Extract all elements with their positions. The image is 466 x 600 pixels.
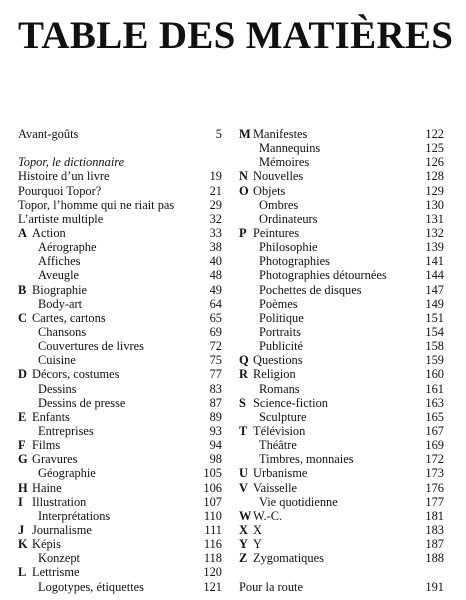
entry-label: Interprétations	[38, 508, 111, 523]
entry-label: Ordinateurs	[259, 211, 318, 226]
page-number: 29	[209, 197, 222, 212]
toc-entry	[18, 466, 222, 480]
page-number: 160	[425, 367, 444, 382]
toc-entry	[18, 424, 222, 438]
entry-label: Géographie	[38, 466, 96, 481]
page-number: 191	[425, 579, 444, 594]
page-number: 120	[203, 565, 222, 580]
toc-entry	[18, 198, 222, 212]
toc-entry	[18, 127, 222, 141]
toc-entry	[18, 551, 222, 565]
toc-entry	[239, 325, 444, 339]
page-number: 122	[425, 127, 444, 141]
toc-spacer	[18, 141, 222, 155]
page-number: 40	[209, 254, 222, 269]
page-number: 172	[425, 452, 444, 467]
entry-label: Publicité	[259, 339, 304, 354]
toc-entry	[239, 268, 444, 282]
toc-entry	[18, 339, 222, 353]
entry-label: Cartes, cartons	[32, 310, 106, 325]
entry-label: Questions	[253, 353, 303, 368]
toc-entry	[239, 311, 444, 325]
page-number: 19	[209, 169, 222, 184]
page-number: 129	[425, 183, 444, 198]
toc-entry	[239, 198, 444, 212]
entry-label: Mannequins	[259, 141, 321, 156]
toc-entry	[18, 169, 222, 183]
entry-label: Dessins de presse	[38, 395, 126, 410]
section-letter: V	[239, 480, 248, 495]
toc-entry	[18, 382, 222, 396]
toc-entry	[18, 325, 222, 339]
entry-label: Aveugle	[38, 268, 80, 283]
entry-label: Gravures	[32, 452, 78, 467]
entry-label: Entreprises	[38, 423, 94, 438]
entry-label: Pochettes de disques	[259, 282, 362, 297]
section-letter: P	[239, 225, 247, 240]
page-number: 72	[209, 339, 222, 354]
page-number: 167	[425, 423, 444, 438]
toc-entry	[239, 297, 444, 311]
toc-entry	[239, 226, 444, 240]
toc-spacer	[239, 565, 444, 579]
toc-entry	[239, 523, 444, 537]
entry-label: Vie quotidienne	[259, 494, 338, 509]
toc-entry	[239, 169, 444, 183]
entry-label: Affiches	[38, 254, 81, 269]
toc-entry	[18, 537, 222, 551]
entry-label: Décors, costumes	[32, 367, 120, 382]
page-number: 161	[425, 381, 444, 396]
section-letter: Y	[239, 537, 248, 552]
page-number: 141	[425, 254, 444, 269]
entry-label: Logotypes, étiquettes	[38, 579, 144, 594]
entry-label: Couvertures de livres	[38, 339, 144, 354]
page-number: 93	[209, 423, 222, 438]
toc-entry	[239, 155, 444, 169]
page-number: 165	[425, 409, 444, 424]
toc-entry	[239, 367, 444, 381]
toc-entry	[18, 509, 222, 523]
toc-entry	[18, 240, 222, 254]
toc-left-column	[18, 127, 222, 594]
toc-entry	[239, 396, 444, 410]
toc-entry	[239, 382, 444, 396]
page-number: 83	[209, 381, 222, 396]
page-number: 149	[425, 296, 444, 311]
section-letter: W	[239, 508, 252, 523]
toc-entry	[18, 184, 222, 198]
entry-label: Théâtre	[259, 438, 297, 453]
entry-label: Photographies détournées	[259, 268, 387, 283]
entry-label: Objets	[253, 183, 286, 198]
page-number: 151	[425, 310, 444, 325]
section-letter: L	[18, 565, 27, 580]
toc-entry	[239, 481, 444, 495]
toc-entry	[18, 212, 222, 226]
toc-entry	[239, 452, 444, 466]
entry-label: Science-fiction	[253, 395, 328, 410]
page-number: 147	[425, 282, 444, 297]
toc-entry	[18, 410, 222, 424]
section-letter: Z	[239, 551, 248, 566]
page-number: 98	[209, 452, 222, 467]
page-number: 32	[209, 211, 222, 226]
toc-entry	[18, 438, 222, 452]
section-letter: Q	[239, 353, 249, 368]
page-number: 177	[425, 494, 444, 509]
entry-label: Portraits	[259, 324, 301, 339]
page-number: 187	[425, 537, 444, 552]
page-number: 128	[425, 169, 444, 184]
page-number: 169	[425, 438, 444, 453]
section-letter: H	[18, 480, 28, 495]
toc-entry	[239, 353, 444, 367]
page-number: 173	[425, 466, 444, 481]
entry-label: Photographies	[259, 254, 330, 269]
section-letter: B	[18, 282, 27, 297]
page-number: 65	[209, 310, 222, 325]
page-number: 87	[209, 395, 222, 410]
toc-entry	[239, 141, 444, 155]
page-number: 159	[425, 353, 444, 368]
entry-label: Body-art	[38, 296, 83, 311]
page-number: 38	[209, 240, 222, 255]
entry-label: X	[253, 522, 262, 537]
entry-label: Illustration	[32, 494, 87, 509]
section-letter: K	[18, 537, 28, 552]
toc-entry	[239, 127, 444, 141]
toc-entry	[18, 580, 222, 594]
entry-label: Pour la route	[239, 579, 304, 594]
entry-label: Haine	[32, 480, 62, 495]
toc-entry	[239, 509, 444, 523]
toc-entry	[18, 495, 222, 509]
page-number: 188	[425, 551, 444, 566]
entry-label: Enfants	[32, 409, 70, 424]
toc-entry	[18, 226, 222, 240]
page-number: 183	[425, 522, 444, 537]
page-number: 144	[425, 268, 444, 283]
entry-label: Timbres, monnaies	[259, 452, 354, 467]
page-number: 75	[209, 353, 222, 368]
entry-label: Vaisselle	[253, 480, 298, 495]
entry-label: Ombres	[259, 197, 299, 212]
toc-entry	[18, 311, 222, 325]
entry-label: Journalisme	[32, 522, 92, 537]
toc-entry	[239, 339, 444, 353]
section-letter: X	[239, 522, 248, 537]
entry-label: Nouvelles	[253, 169, 304, 184]
entry-label: Philosophie	[259, 240, 318, 255]
section-heading: Topor, le dictionnaire	[18, 155, 125, 170]
section-letter: U	[239, 466, 248, 481]
page-title: TABLE DES MATIÈRES	[18, 14, 454, 57]
entry-label: Pourquoi Topor?	[18, 183, 102, 198]
toc-entry	[239, 184, 444, 198]
toc-entry	[239, 410, 444, 424]
toc-entry	[239, 537, 444, 551]
entry-label: Biographie	[32, 282, 88, 297]
section-letter: N	[239, 169, 248, 184]
entry-label: Romans	[259, 381, 300, 396]
page-number: 176	[425, 480, 444, 495]
page-number: 116	[203, 537, 222, 552]
entry-label: L’artiste multiple	[18, 211, 104, 226]
entry-label: Histoire d’un livre	[18, 169, 110, 184]
section-letter: S	[239, 395, 246, 410]
entry-label: Topor, l’homme qui ne riait pas	[18, 197, 175, 212]
page-number: 158	[425, 339, 444, 354]
toc-entry	[239, 466, 444, 480]
page-number: 94	[209, 438, 222, 453]
page-number: 125	[425, 141, 444, 156]
entry-label: Manifestes	[253, 127, 308, 141]
page-number: 126	[425, 155, 444, 170]
section-letter: I	[18, 494, 23, 509]
page-number: 48	[209, 268, 222, 283]
page-number: 110	[203, 508, 222, 523]
section-letter: J	[18, 522, 25, 537]
entry-label: Sculpture	[259, 409, 307, 424]
page-number: 139	[425, 240, 444, 255]
toc-right-column	[239, 127, 444, 594]
page-number: 111	[204, 522, 222, 537]
entry-label: Poèmes	[259, 296, 298, 311]
entry-label: Cuisine	[38, 353, 76, 368]
toc-entry	[18, 353, 222, 367]
page-number: 163	[425, 395, 444, 410]
section-letter: A	[18, 225, 27, 240]
entry-label: Religion	[253, 367, 296, 382]
toc-entry	[18, 155, 222, 169]
page-number: 49	[209, 282, 222, 297]
section-letter: C	[18, 310, 27, 325]
toc-entry	[239, 212, 444, 226]
entry-label: Lettrisme	[32, 565, 80, 580]
entry-label: Action	[32, 225, 66, 240]
toc-entry	[239, 438, 444, 452]
page-number: 130	[425, 197, 444, 212]
toc-entry	[239, 240, 444, 254]
entry-label: Urbanisme	[253, 466, 308, 481]
section-letter: T	[239, 423, 248, 438]
toc-entry	[239, 551, 444, 565]
page-number: 181	[425, 508, 444, 523]
page-number: 118	[203, 551, 222, 566]
entry-label: Zygomatiques	[253, 551, 324, 566]
page-number: 154	[425, 324, 444, 339]
entry-label: Képis	[32, 537, 61, 552]
entry-label: Films	[32, 438, 61, 453]
page-number: 121	[203, 579, 222, 594]
page-number: 64	[209, 296, 222, 311]
page-number: 107	[203, 494, 222, 509]
section-letter: O	[239, 183, 249, 198]
page-number: 33	[209, 225, 222, 240]
entry-label: Télévision	[253, 423, 306, 438]
toc-entry	[18, 367, 222, 381]
page-number: 5	[215, 127, 222, 141]
section-letter: E	[18, 409, 27, 424]
entry-label: Avant-goûts	[18, 127, 79, 141]
toc-entry	[18, 452, 222, 466]
entry-label: Konzept	[38, 551, 80, 566]
page-number: 21	[209, 183, 222, 198]
section-letter: D	[18, 367, 27, 382]
entry-label: Mémoires	[259, 155, 310, 170]
toc-entry	[18, 254, 222, 268]
toc-entry	[18, 523, 222, 537]
toc-entry	[239, 580, 444, 594]
toc-entry	[18, 297, 222, 311]
entry-label: Peintures	[253, 225, 300, 240]
toc-entry	[18, 283, 222, 297]
toc-entry	[18, 565, 222, 579]
toc-entry	[18, 481, 222, 495]
entry-label: Y	[253, 537, 262, 552]
toc-entry	[18, 396, 222, 410]
entry-label: Politique	[259, 310, 304, 325]
entry-label: Aérographe	[38, 240, 97, 255]
toc-entry	[239, 254, 444, 268]
page-number: 89	[209, 409, 222, 424]
page-number: 69	[209, 324, 222, 339]
toc-entry	[239, 283, 444, 297]
toc-entry	[239, 424, 444, 438]
section-letter: R	[239, 367, 248, 382]
page-number: 77	[209, 367, 222, 382]
section-letter: F	[18, 438, 26, 453]
section-letter: G	[18, 452, 28, 467]
page-number: 106	[203, 480, 222, 495]
page-number: 105	[203, 466, 222, 481]
toc-entry	[18, 268, 222, 282]
entry-label: Chansons	[38, 324, 87, 339]
page-number: 131	[425, 211, 444, 226]
entry-label: W.-C.	[253, 508, 283, 523]
toc-entry	[239, 495, 444, 509]
section-letter: M	[239, 127, 251, 141]
page-number: 132	[425, 225, 444, 240]
entry-label: Dessins	[38, 381, 77, 396]
